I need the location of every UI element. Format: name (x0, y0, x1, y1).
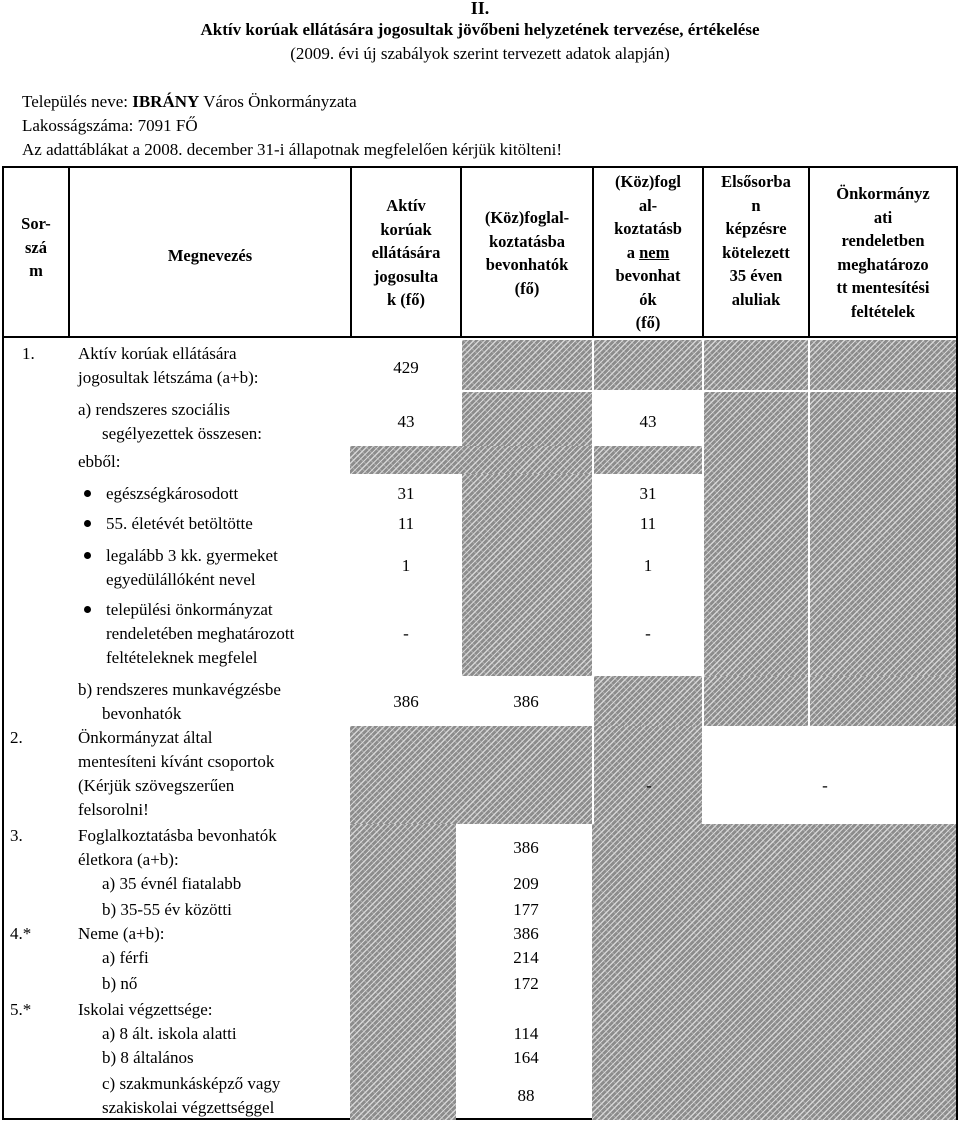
row-label: a) 8 ált. iskola alatti (102, 1024, 237, 1043)
col-header-line: rendeletben (841, 231, 925, 250)
col-header-line: (fő) (635, 313, 661, 332)
row-label: mentesíteni kívánt csoportok (78, 752, 275, 771)
col-header-line: képzésre (725, 219, 787, 238)
col-header-line: Önkormányz (836, 184, 930, 203)
row-label: a) 35 évnél fiatalabb (102, 874, 242, 893)
row-label: Iskolai végzettsége: (78, 1000, 213, 1019)
row-label: rendeletében meghatározott (106, 624, 295, 643)
col-header-line: tt mentesítési (836, 278, 930, 297)
hatched-cell (462, 392, 592, 676)
cell-value: 386 (513, 692, 539, 711)
row-label: a) rendszeres szociális (78, 400, 230, 419)
bullet-icon (84, 606, 91, 613)
row-label: 55. életévét betöltötte (106, 514, 253, 533)
col-header-line: szá (25, 237, 47, 257)
row-label: b) nő (102, 974, 138, 993)
section-number: II. (470, 0, 490, 18)
cell-value: 43 (639, 412, 657, 431)
cell-value: 386 (513, 924, 539, 943)
row-label: b) rendszeres munkavégzésbe (78, 680, 281, 699)
row-label: egyedülállóként nevel (106, 570, 256, 589)
population-line: Lakosságszáma: 7091 FŐ (22, 116, 198, 135)
cell-value: 1 (401, 556, 411, 575)
hatched-cell (350, 446, 592, 474)
hatched-cell (810, 676, 956, 726)
row-number: 4.* (10, 924, 32, 943)
row-label: felsorolni! (78, 800, 149, 819)
row-label: egészségkárosodott (106, 484, 239, 503)
row-label: feltételeknek megfelel (106, 648, 258, 667)
col-header-line: Aktív (386, 196, 426, 215)
instruction-line: Az adattáblákat a 2008. december 31-i állapotnak megfelelően kérjük kitölteni! (22, 140, 563, 159)
cell-value: - (822, 776, 828, 795)
row-label: Önkormányzat által (78, 728, 213, 747)
row-number: 3. (10, 826, 23, 845)
row-label: jogosultak létszáma (a+b): (78, 368, 259, 387)
bullet-icon (84, 520, 91, 527)
row-label: c) szakmunkásképző vagy (102, 1074, 281, 1093)
hatched-cell (704, 392, 808, 676)
emphasis-nem: nem (639, 242, 670, 262)
col-header-line: al- (638, 195, 658, 215)
row-label: települési önkormányzat (106, 600, 273, 619)
row-label: b) 8 általános (102, 1048, 194, 1067)
col-header-line: ati (873, 207, 893, 227)
cell-value: - (403, 624, 409, 643)
col-header-line: kötelezett (722, 242, 790, 262)
cell-value: 172 (513, 974, 539, 993)
hatched-cell (704, 676, 808, 726)
hatched-cell (592, 824, 956, 1120)
col-header-bevonhatok (462, 206, 592, 300)
col-header-line: k (fő) (386, 290, 426, 309)
col-header-aktiv-korúak (352, 194, 460, 312)
col-header-line: a nem (626, 242, 670, 262)
bullet-icon (84, 490, 91, 497)
cell-value: 1 (643, 556, 653, 575)
cell-value: 214 (513, 948, 539, 967)
cell-value: 386 (393, 692, 419, 711)
row-label: legalább 3 kk. gyermeket (106, 546, 278, 565)
cell-value: 31 (639, 484, 657, 503)
cell-value: 386 (513, 838, 539, 857)
cell-value: - (646, 776, 652, 795)
cell-value: 31 (397, 484, 415, 503)
settlement-suffix: Város Önkormányzata (199, 92, 357, 111)
cell-value: 11 (397, 514, 415, 533)
col-header-line: koztatásba (488, 231, 566, 251)
hatched-cell (462, 340, 592, 390)
col-header-sorszam (4, 212, 68, 283)
col-header-line: bevonhat (615, 266, 681, 285)
row-label: b) 35-55 év közötti (102, 900, 232, 919)
cell-value: 164 (513, 1048, 539, 1067)
row-label: (Kérjük szövegszerűen (78, 776, 235, 795)
hatched-cell (350, 824, 456, 1120)
col-header-line: ók (639, 289, 657, 309)
hatched-cell (350, 726, 592, 824)
col-header-line: (fő) (514, 278, 540, 298)
hatched-cell (594, 446, 702, 474)
document-subtitle: (2009. évi új szabályok szerint tervezett adatok alapján) (290, 44, 670, 63)
document-title: Aktív korúak ellátására jogosultak jövőbeni helyzetének tervezése, értékelése (200, 20, 760, 39)
row-label: bevonhatók (102, 704, 182, 723)
hatched-cell (810, 392, 956, 676)
col-header-line: Sor- (21, 214, 51, 233)
cell-value: - (645, 624, 651, 643)
hatched-cell (810, 340, 956, 390)
settlement-name: IBRÁNY (132, 92, 200, 111)
row-number: 2. (10, 728, 23, 747)
hatched-cell (594, 676, 702, 726)
col-header-line: (Köz)fogl (615, 172, 681, 191)
col-header-line: bevonhatók (485, 255, 569, 274)
col-header-line: m (29, 261, 43, 280)
row-number: 1. (22, 344, 35, 363)
col-header-line: Megnevezés (167, 246, 253, 265)
cell-value: 177 (513, 900, 539, 919)
settlement-line (22, 92, 357, 112)
col-header-line: 35 éven (729, 266, 783, 285)
col-header-line: korúak (380, 219, 432, 239)
hatched-cell (704, 340, 808, 390)
col-header-kepzesre-kotelezett (704, 170, 808, 311)
col-header-line: aluliak (731, 289, 781, 309)
hatched-cell (594, 340, 702, 390)
row-label: a) férfi (102, 948, 149, 967)
col-header-line: Elsősorba (721, 172, 791, 191)
col-header-line: (Köz)foglal- (484, 208, 570, 227)
row-label: szakiskolai végzettséggel (102, 1098, 275, 1117)
row-label: Foglalkoztatásba bevonhatók (78, 826, 277, 845)
row-label: segélyezettek összesen: (102, 424, 263, 443)
cell-value: 209 (513, 874, 539, 893)
col-header-line: n (751, 195, 761, 215)
bullet-icon (84, 552, 91, 559)
row-label: Aktív korúak ellátására (78, 344, 237, 363)
cell-value: 114 (513, 1024, 539, 1043)
col-header-mentesitesi-feltetelek (810, 182, 956, 323)
row-label: ebből: (78, 452, 121, 471)
col-header-megnevezes (70, 244, 350, 268)
col-header-line: meghatározo (837, 254, 929, 274)
col-header-nem-bevonhatok (594, 170, 702, 335)
cell-value: 43 (397, 412, 415, 431)
col-header-line: jogosulta (373, 266, 439, 286)
cell-value: 88 (517, 1086, 535, 1105)
settlement-label: Település neve: (22, 92, 133, 111)
col-header-line: koztatásb (614, 219, 682, 238)
row-label: Neme (a+b): (78, 924, 165, 943)
row-label: életkora (a+b): (78, 850, 179, 869)
col-header-line: feltételek (850, 301, 916, 321)
col-header-line: ellátására (371, 243, 441, 262)
cell-value: 11 (639, 514, 657, 533)
cell-value: 429 (393, 358, 419, 377)
row-number: 5.* (10, 1000, 32, 1019)
